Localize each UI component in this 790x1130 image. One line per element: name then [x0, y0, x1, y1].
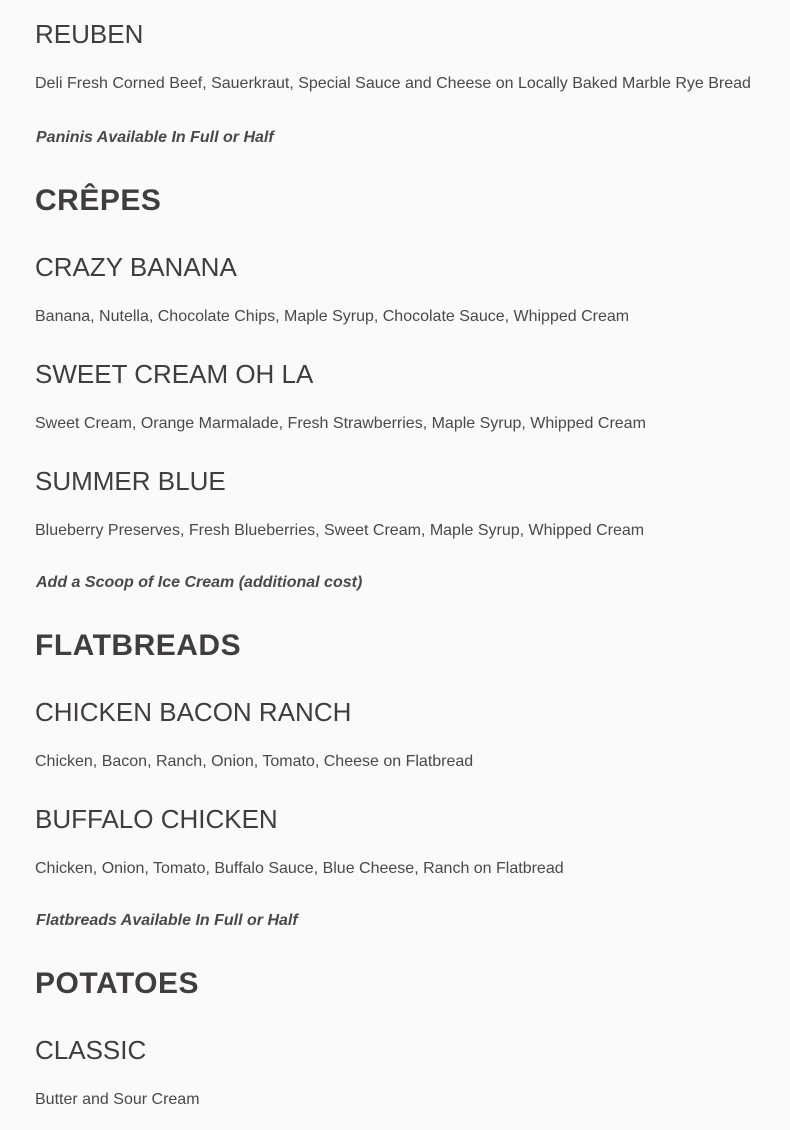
- section-note: Add a Scoop of Ice Cream (additional cost): [36, 574, 363, 591]
- menu-item-description: Butter and Sour Cream: [35, 1091, 200, 1108]
- menu-item-description: Deli Fresh Corned Beef, Sauerkraut, Special Sauce and Cheese on Locally Baked Marble Rye Bread: [35, 75, 751, 92]
- menu-item-name: CLASSIC: [35, 1035, 147, 1065]
- menu-item-name: REUBEN: [35, 19, 144, 49]
- menu-item-name: SWEET CREAM OH LA: [35, 359, 314, 389]
- menu-item-description: Blueberry Preserves, Fresh Blueberries, Sweet Cream, Maple Syrup, Whipped Cream: [35, 522, 645, 539]
- menu-item-name: SUMMER BLUE: [35, 466, 226, 496]
- menu-item-name: CHICKEN BACON RANCH: [35, 697, 352, 727]
- menu-item-name: BUFFALO CHICKEN: [35, 804, 278, 834]
- menu-item-name: CRAZY BANANA: [35, 252, 237, 282]
- menu-item-description: Sweet Cream, Orange Marmalade, Fresh Strawberries, Maple Syrup, Whipped Cream: [35, 415, 646, 432]
- menu-item-description: Chicken, Onion, Tomato, Buffalo Sauce, Blue Cheese, Ranch on Flatbread: [35, 860, 564, 877]
- section-title-crepes: CRÊPES: [35, 184, 162, 217]
- menu-item-description: Banana, Nutella, Chocolate Chips, Maple Syrup, Chocolate Sauce, Whipped Cream: [35, 308, 630, 325]
- section-note: Paninis Available In Full or Half: [36, 129, 274, 146]
- menu-item-description: Chicken, Bacon, Ranch, Onion, Tomato, Cheese on Flatbread: [35, 753, 474, 770]
- section-title-potatoes: POTATOES: [35, 967, 200, 1000]
- section-note: Flatbreads Available In Full or Half: [36, 912, 298, 929]
- section-title-flatbreads: FLATBREADS: [35, 629, 242, 662]
